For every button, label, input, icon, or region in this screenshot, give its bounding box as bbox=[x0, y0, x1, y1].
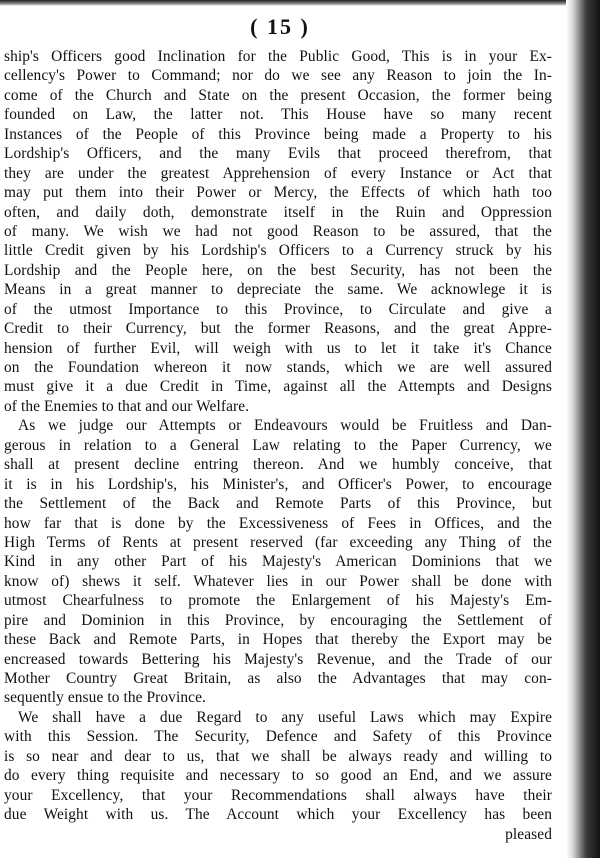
page-top-shadow bbox=[0, 0, 600, 6]
text-line: the Settlement of the Back and Remote Parts of this Province, but bbox=[4, 495, 552, 513]
text-line: Lordship and the People here, on the best Security, has not been the bbox=[4, 261, 552, 279]
text-line: founded on Law, the latter not. This House have so many recent bbox=[4, 106, 552, 124]
text-line: of the utmost Importance to this Province, to Circulate and give a bbox=[4, 300, 552, 318]
text-line: Kind in any other Part of his Majesty's American Dominions that we bbox=[4, 553, 552, 571]
text-line: with this Session. The Security, Defence and Safety of this Province bbox=[4, 728, 552, 746]
text-line: ship's Officers good Inclination for the Public Good, This is in your Ex- bbox=[4, 48, 552, 65]
text-line: utmost Chearfulness to promote the Enlargement of his Majesty's Em- bbox=[4, 592, 552, 610]
text-line: it is in his Lordship's, his Minister's, and Officer's Power, to encourage bbox=[4, 475, 552, 493]
text-line: due Weight with us. The Account which your Excellency has been bbox=[4, 806, 552, 824]
text-line: sequently ensue to the Province. bbox=[4, 689, 206, 707]
text-line: little Credit given by his Lordship's Officers to a Currency struck by his bbox=[4, 242, 552, 260]
text-line: know of) shews it self. Whatever lies in our Power shall be done with bbox=[4, 572, 552, 590]
text-line: is so near and dear to us, that we shall be always ready and willing to bbox=[4, 747, 552, 765]
catchword: pleased bbox=[505, 825, 552, 843]
text-line: your Excellency, that your Recommendations shall always have their bbox=[4, 786, 552, 804]
text-line: pire and Dominion in this Province, by encouraging the Settlement of bbox=[4, 611, 552, 629]
text-line: come of the Church and State on the present Occasion, the former being bbox=[4, 86, 552, 104]
text-line: do every thing requisite and necessary to so good an End, and we assure bbox=[4, 767, 552, 785]
text-line: gerous in relation to a General Law relating to the Paper Currency, we bbox=[4, 436, 552, 454]
text-line: on the Foundation whereon it now stands, which we are well assured bbox=[4, 359, 552, 376]
text-line: hension of further Evil, will weigh with us to let it take it's Chance bbox=[4, 339, 552, 357]
text-line: Instances of the People of this Province being made a Property to his bbox=[4, 125, 552, 143]
text-line: shall at present decline entring thereon. And we humbly conceive, that bbox=[4, 456, 552, 474]
text-line: often, and daily doth, demonstrate itself in the Ruin and Oppression bbox=[4, 203, 552, 221]
text-line: encreased towards Bettering his Majesty's Revenue, and the Trade of our bbox=[4, 650, 552, 668]
text-line: As we judge our Attempts or Endeavours would be Fruitless and Dan- bbox=[18, 417, 552, 435]
text-line: Lordship's Officers, and the many Evils that proceed therefrom, that bbox=[4, 145, 552, 163]
text-line: of many. We wish we had not good Reason to be assured, that the bbox=[4, 222, 552, 240]
page-number: ( 15 ) bbox=[250, 14, 310, 39]
text-line: We shall have a due Regard to any useful Laws which may Expire bbox=[18, 708, 552, 726]
text-line: of the Enemies to that and our Welfare. bbox=[4, 397, 250, 415]
text-line: Means in a great manner to depreciate the same. We acknowlege it is bbox=[4, 281, 552, 299]
text-line: these Back and Remote Parts, in Hopes that thereby the Export may be bbox=[4, 631, 552, 649]
text-line: how far that is done by the Excessiveness of Fees in Offices, and the bbox=[4, 514, 552, 532]
text-line: must give it a due Credit in Time, against all the Attempts and Designs bbox=[4, 378, 552, 396]
text-line: cellency's Power to Command; nor do we see any Reason to join the In- bbox=[4, 67, 552, 85]
text-line: may put them into their Power or Mercy, the Effects of which hath too bbox=[4, 184, 552, 202]
text-line: High Terms of Rents at present reserved (far exceeding any Thing of the bbox=[4, 533, 552, 551]
text-line: they are under the greatest Apprehension of every Instance or Act that bbox=[4, 164, 552, 182]
text-line: Credit to their Currency, but the former Reasons, and the great Appre- bbox=[4, 320, 552, 338]
body-text bbox=[4, 47, 552, 844]
text-line: Mother Country Great Britain, as also the Advantages that may con- bbox=[4, 670, 552, 687]
page-binding-shadow bbox=[566, 0, 600, 858]
